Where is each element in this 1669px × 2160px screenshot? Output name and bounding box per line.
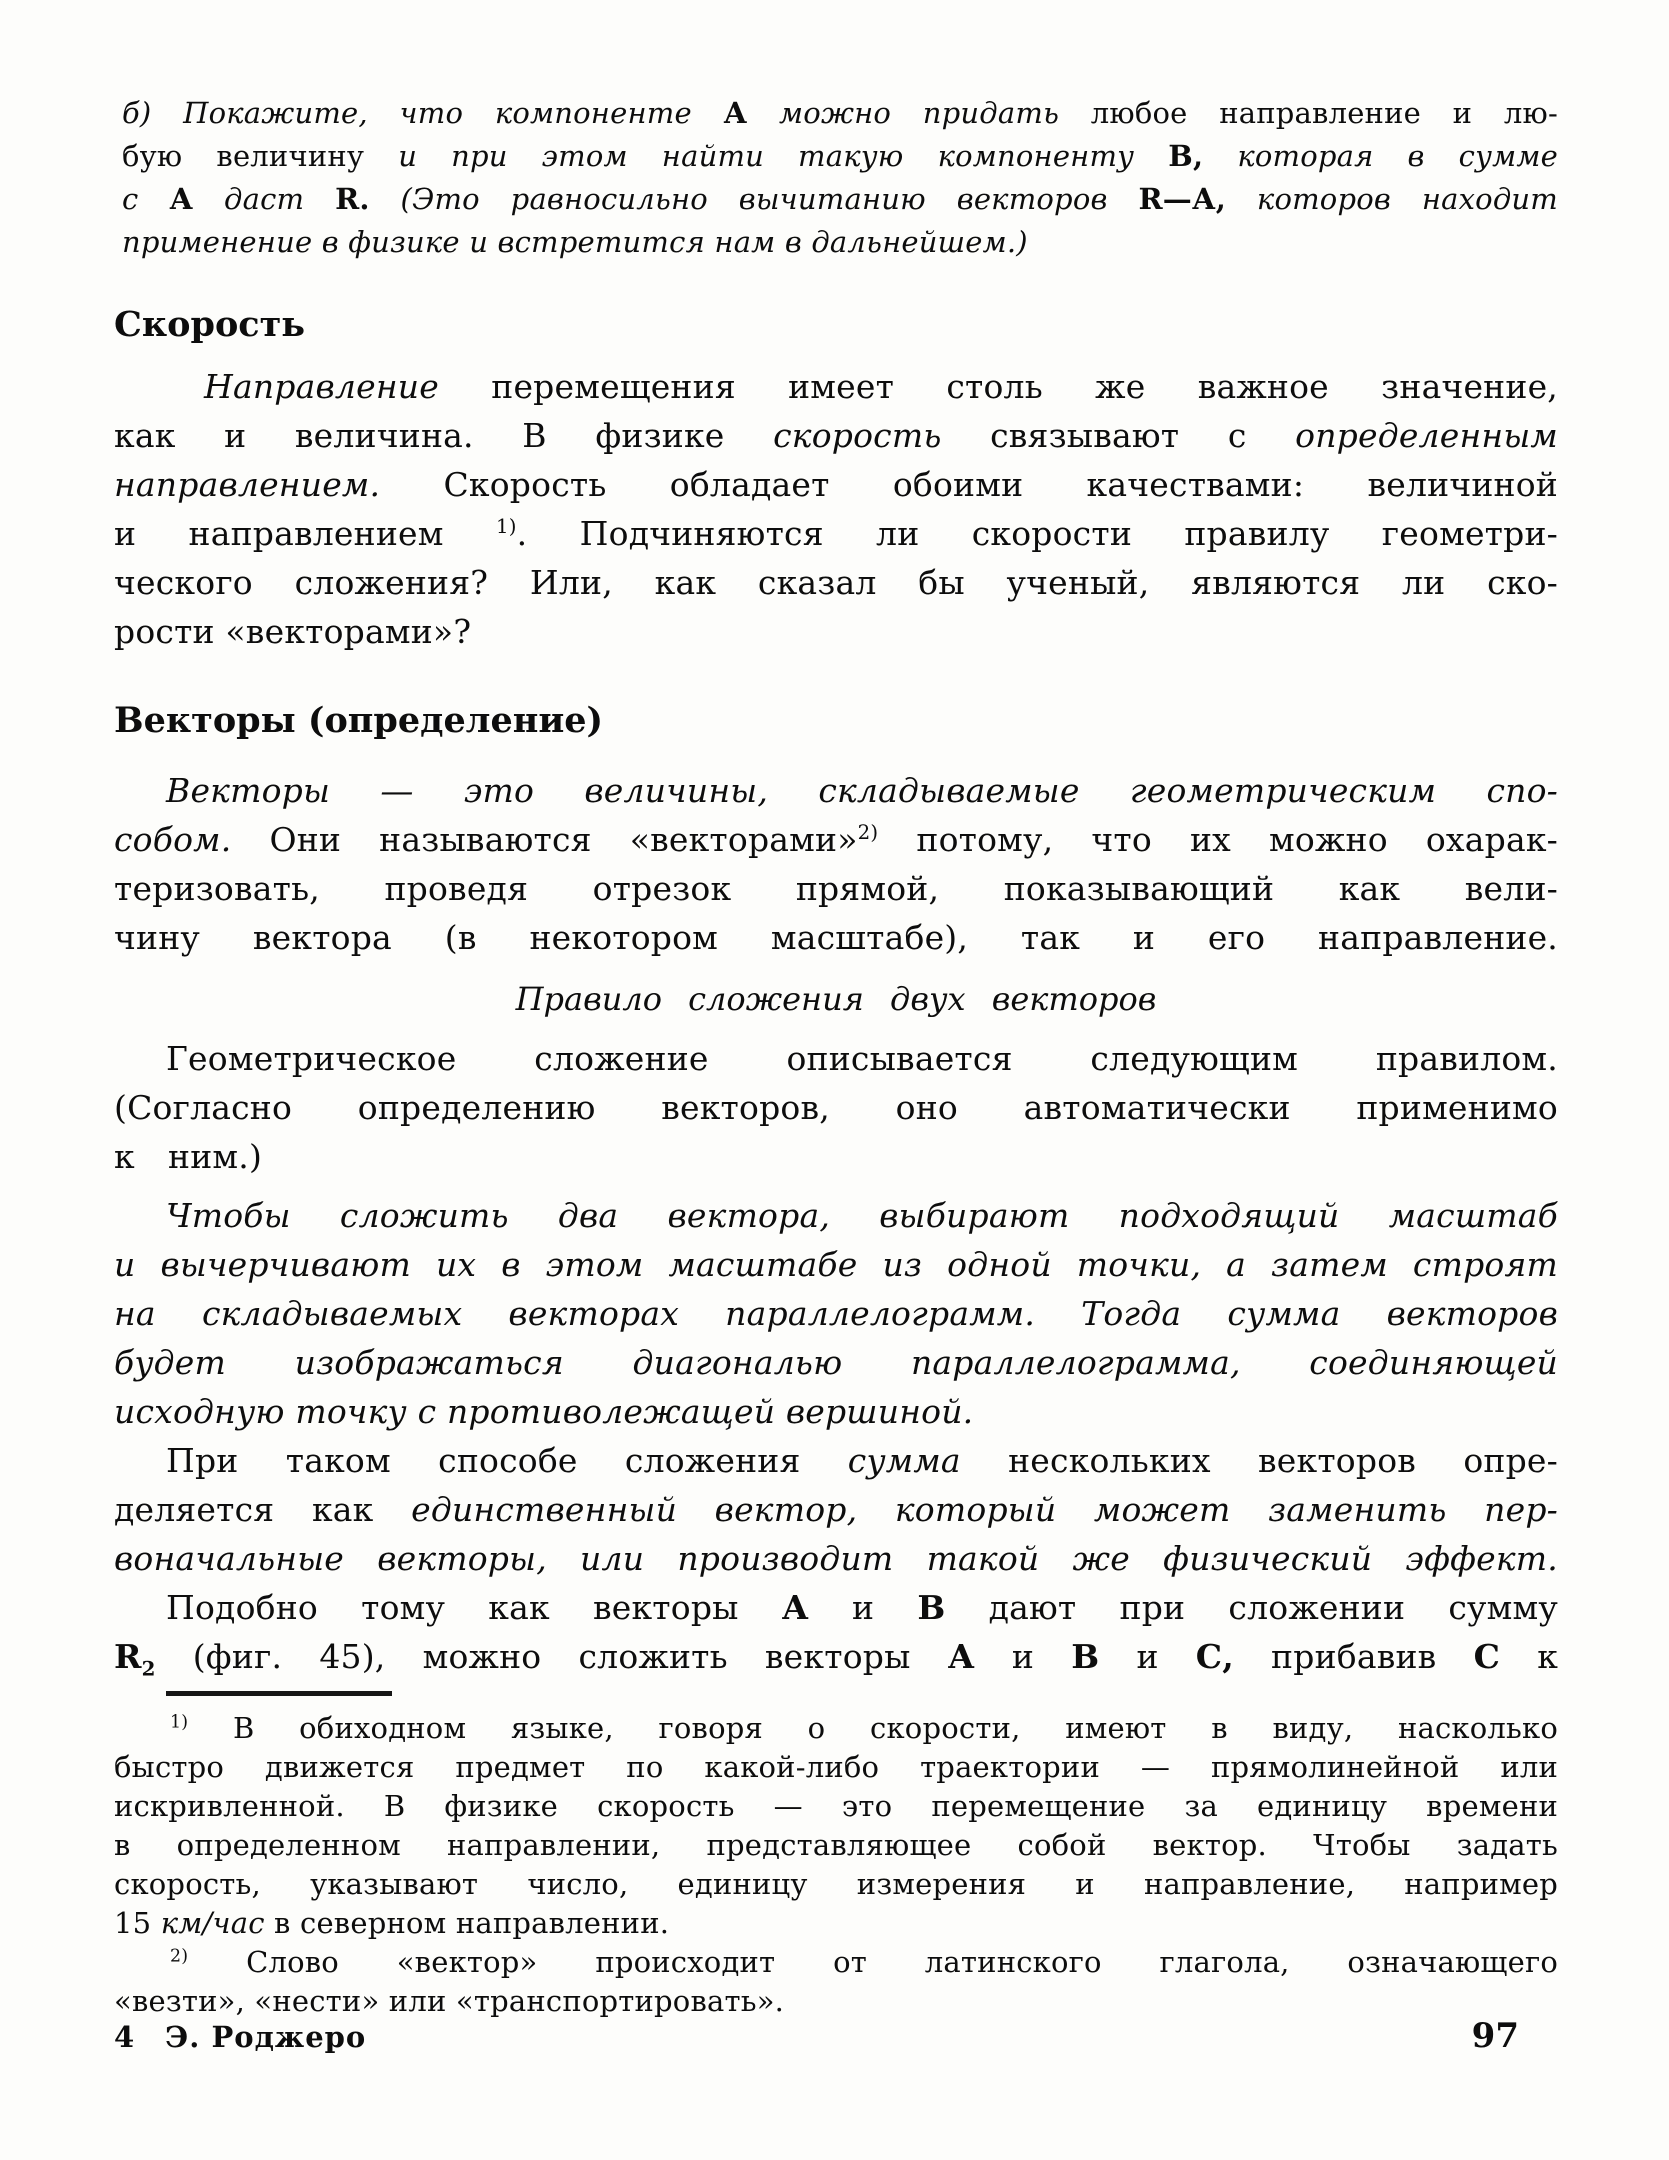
text-line [114, 1709, 1558, 1748]
text-line [114, 1632, 1558, 1681]
text-segment: В [1071, 1637, 1100, 1676]
paragraph-fig45 [114, 1583, 1558, 1681]
exercise-item-b [122, 92, 1558, 264]
text-segment: ческого сложения? Или, как сказал бы ученый, являются ли ско- [114, 563, 1558, 602]
text-segment: к [1500, 1637, 1559, 1676]
text-segment: сумма [847, 1441, 961, 1480]
text-segment: «везти», «нести» или «транспортировать». [114, 1984, 785, 2018]
paragraph-sum-of-vectors [114, 1436, 1558, 1583]
text-segment: . Подчиняются ли скорости правилу геометри- [516, 514, 1558, 553]
text-segment: быстро движется предмет по какой-либо траектории — прямолинейной или [114, 1750, 1558, 1784]
text-segment: воначальные векторы, или производит такой же физический эффект. [114, 1539, 1558, 1578]
text-segment: единственный вектор, который может заменить пер- [411, 1490, 1558, 1529]
text-segment: и при этом найти такую компоненту [398, 139, 1169, 173]
text-line [114, 1289, 1558, 1338]
text-line [114, 1943, 1558, 1982]
text-line [114, 1865, 1558, 1904]
paragraph-vectors-definition [114, 766, 1558, 962]
text-segment: определенным [1295, 416, 1558, 455]
text-line [114, 766, 1558, 815]
text-line [114, 1436, 1558, 1485]
text-segment: даст [193, 182, 336, 216]
text-line [114, 1534, 1558, 1583]
text-line [122, 221, 1558, 264]
text-segment: применение в физике и встретится нам в дальнейшем.) [122, 225, 1028, 259]
text-segment: и [1099, 1637, 1196, 1676]
text-segment: рости «векторами»? [114, 612, 472, 651]
section-heading-speed: Скорость [114, 304, 306, 345]
text-segment: с [122, 182, 170, 216]
text-segment: (фиг. 45), можно сложить векторы [155, 1637, 948, 1676]
text-segment: которая в сумме [1203, 139, 1558, 173]
text-segment: собом. [114, 820, 232, 859]
text-segment: в определенном направлении, представляющее собой вектор. Чтобы задать [114, 1828, 1558, 1862]
paragraph-speed [114, 362, 1558, 656]
footer-signature: 4 Э. Роджеро [114, 2020, 367, 2054]
text-line [114, 1826, 1558, 1865]
text-segment: 1) [495, 515, 517, 538]
text-line [114, 1904, 1558, 1943]
text-segment: R—А, [1138, 182, 1227, 216]
text-segment: 15 [114, 1906, 161, 1940]
text-line [114, 1748, 1558, 1787]
text-segment: При таком способе сложения [166, 1441, 848, 1480]
document-body [114, 0, 1558, 2021]
text-segment: которов находит [1226, 182, 1558, 216]
text-segment: А [169, 182, 194, 216]
text-segment: В, [1168, 139, 1204, 173]
text-line [114, 1387, 1558, 1436]
text-segment: перемещения имеет столь же важное значение, [438, 367, 1558, 406]
section-heading-vectors: Векторы (определение) [114, 700, 604, 741]
subheading-addition-rule: Правило сложения двух векторов [515, 980, 1157, 1018]
text-segment: к ним.) [114, 1137, 263, 1176]
text-segment: бую величину [122, 139, 399, 173]
text-segment: А [723, 96, 748, 130]
paragraph-geometric-addition [114, 1034, 1558, 1181]
text-segment: и [974, 1637, 1072, 1676]
footnote-2 [114, 1943, 1558, 2021]
text-line [122, 135, 1558, 178]
paragraph-rule-statement [114, 1191, 1558, 1436]
text-line [114, 509, 1558, 558]
text-segment: чину вектора (в некотором масштабе), так и его направление. [114, 918, 1558, 957]
text-segment: как и величина. В физике [114, 416, 774, 455]
text-segment: можно придать [747, 96, 1091, 130]
text-segment: А [947, 1637, 975, 1676]
text-line [114, 1132, 1558, 1181]
text-segment: Чтобы сложить два вектора, выбирают подходящий масштаб [166, 1196, 1558, 1235]
text-segment: дают при сложении сумму [945, 1588, 1558, 1627]
text-line [114, 1083, 1558, 1132]
text-segment: любое направление и лю- [1090, 96, 1558, 130]
text-segment: б) Покажите, что компоненте [122, 96, 724, 130]
text-segment: 1) [170, 1712, 189, 1733]
text-segment: скорость [773, 416, 942, 455]
text-segment: (Согласно определению векторов, оно автоматически применимо [114, 1088, 1558, 1127]
text-segment: Они называются «векторами» [231, 820, 858, 859]
text-segment: связывают с [941, 416, 1296, 455]
footnote-separator [166, 1691, 392, 1696]
text-segment: В обиходном языке, говоря о скорости, имеют в виду, насколько [188, 1711, 1558, 1745]
text-line [114, 411, 1558, 460]
text-segment: прибавив [1233, 1637, 1474, 1676]
text-segment: деляется как [114, 1490, 412, 1529]
text-line [114, 558, 1558, 607]
text-segment: и направлением [114, 514, 496, 553]
text-line [114, 460, 1558, 509]
text-segment: потому, что их можно охарак- [878, 820, 1558, 859]
text-segment: направлением. [114, 465, 381, 504]
text-segment: С, [1195, 1637, 1234, 1676]
text-segment: (Это равносильно вычитанию векторов [369, 182, 1139, 216]
text-segment: Слово «вектор» происходит от латинского глагола, означающего [188, 1945, 1558, 1979]
text-line [122, 92, 1558, 135]
text-line [114, 607, 1558, 656]
text-segment: теризовать, проведя отрезок прямой, показывающий как вели- [114, 869, 1558, 908]
text-segment: Скорость обладает обоими качествами: величиной [380, 465, 1558, 504]
page-number: 97 [1471, 2016, 1519, 2056]
text-segment: R. [335, 182, 370, 216]
text-line [114, 815, 1558, 864]
text-segment: А [781, 1588, 809, 1627]
text-line [114, 1787, 1558, 1826]
text-line [114, 864, 1558, 913]
text-segment: С [1473, 1637, 1501, 1676]
text-segment: нескольких векторов опре- [960, 1441, 1558, 1480]
text-segment: исходную точку с противолежащей вершиной. [114, 1392, 974, 1431]
text-line [114, 1583, 1558, 1632]
text-segment: Подобно тому как векторы [166, 1588, 782, 1627]
text-segment: В [917, 1588, 946, 1627]
text-line [114, 1338, 1558, 1387]
text-segment: и [808, 1588, 918, 1627]
text-line [114, 913, 1558, 962]
text-segment: на складываемых векторах параллелограмм. Тогда сумма векторов [114, 1294, 1558, 1333]
text-segment: и вычерчивают их в этом масштабе из одной точки, а затем строят [114, 1245, 1558, 1284]
text-line [114, 1240, 1558, 1289]
page-footer [114, 2016, 1519, 2056]
text-segment: км/час [160, 1906, 265, 1940]
text-segment: Векторы — это величины, складываемые геометрическим спо- [166, 771, 1558, 810]
text-segment: скорость, указывают число, единицу измерения и направление, например [114, 1867, 1558, 1901]
text-segment: 2) [170, 1946, 189, 1967]
footnote-1 [114, 1709, 1558, 1943]
text-segment: Направление [204, 367, 439, 406]
text-line [122, 178, 1558, 221]
text-segment: Геометрическое сложение описывается следующим правилом. [166, 1039, 1558, 1078]
text-line [114, 1034, 1558, 1083]
text-segment: в северном направлении. [264, 1906, 670, 1940]
text-segment: 2 [141, 1656, 156, 1681]
text-segment: будет изображаться диагональю параллелограмма, соединяющей [114, 1343, 1558, 1382]
text-segment: R [114, 1637, 142, 1676]
text-segment: искривленной. В физике скорость — это перемещение за единицу времени [114, 1789, 1558, 1823]
text-line [114, 362, 1558, 411]
text-segment: 2) [857, 821, 879, 844]
text-line [114, 1191, 1558, 1240]
text-line [114, 1485, 1558, 1534]
